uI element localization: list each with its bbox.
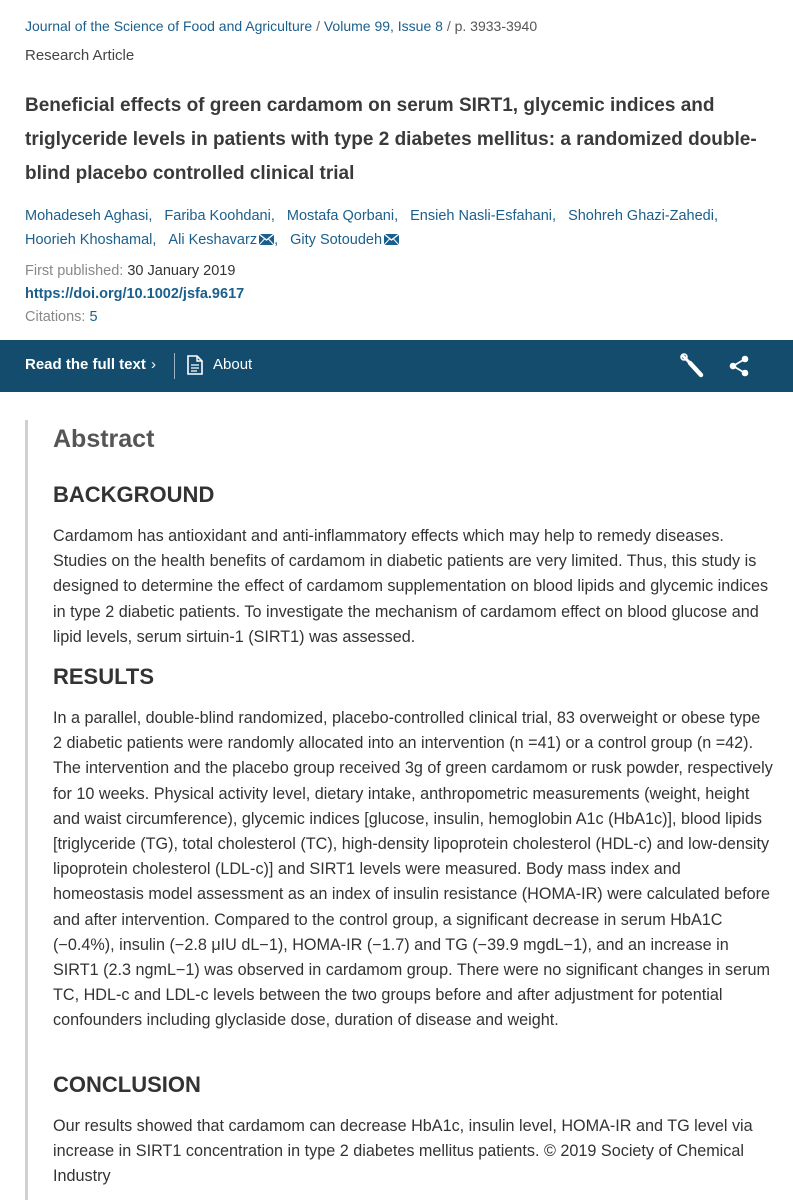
toolbar-divider	[174, 353, 175, 379]
author-link[interactable]	[25, 228, 156, 252]
share-icon[interactable]	[728, 354, 750, 378]
background-text: Cardamom has antioxidant and anti-inflammatory effects which may help to remedy diseases. Studies on the health benefits of cardamom in diabetic patients are very limited. Thus, this study is designed to determine the effect of cardamom supplementation on blood lipids and glycemic indices in type 2 diabetic patients. To investigate the mechanism of cardamom effect on blood glucose and lipid levels, serum sirtuin-1 (SIRT1) was assessed.	[53, 527, 769, 646]
results-text: In a parallel, double-blind randomized, placebo-controlled clinical trial, 83 overweight or obese type 2 diabetic patients were randomly allocated into an intervention (n =41) or a control group (n =42). The intervention and the placebo group received 3g of green cardamom or rusk powder, respectively for 10 weeks. Physical activity level, dietary intake, anthropometric measurements (weight, height and waist circumference), glycemic indices [glucose, insulin, hemoglobin A1c (HbA1c)], blood lipids [triglyceride (TG), total cholesterol (TC), high-density lipoprotein cholesterol (HDL-c) and low-density lipoprotein cholesterol (LDL-c)] and SIRT1 levels were measured. Body mass index and homeostasis model assessment as an index of insulin resistance (HOMA-IR) were calculated before and after intervention. Compared to the control group, a significant decrease in serum HbA1C (−0.4%), insulin (−2.8 μIU dL−1), HOMA-IR (−1.7) and TG (−39.9 mgdL−1), and an increase in SIRT1 (2.3 ngmL−1) was observed in cardamom group. There were no significant changes in serum TC, HDL-c and LDL-c levels between the two groups before and after adjustment for potential confounders including glyclaside dose, duration of disease and weight.	[53, 709, 773, 1030]
journal-separator: /	[312, 18, 324, 34]
chevron-right-icon[interactable]: ›	[151, 356, 156, 373]
author-link[interactable]	[410, 204, 556, 228]
author-name[interactable]: Fariba Koohdani,	[164, 208, 275, 224]
citations	[25, 306, 244, 329]
author-name[interactable]: Mohadeseh Aghasi,	[25, 208, 153, 224]
author-name[interactable]: Ali Keshavarz	[168, 232, 258, 248]
mail-icon[interactable]	[259, 234, 274, 245]
first-published-label: First published:	[25, 263, 124, 279]
author-list	[25, 204, 770, 252]
mail-icon[interactable]	[384, 234, 399, 245]
conclusion-text: Our results showed that cardamom can decrease HbA1c, insulin level, HOMA-IR and TG level via increase in SIRT1 concentration in type 2 diabetes mellitus patients. © 2019 Society of Chemical Industry	[53, 1117, 753, 1186]
article-toolbar	[0, 340, 793, 392]
wrench-icon[interactable]	[680, 353, 704, 379]
article-title: Beneficial effects of green cardamom on serum SIRT1, glycemic indices and triglyceride levels in patients with type 2 diabetes mellitus: a randomized double-blind placebo controlled clinical trial	[25, 95, 757, 184]
pages-separator: /	[442, 18, 455, 34]
author-name[interactable]: Ensieh Nasli-Esfahani,	[410, 208, 557, 224]
publication-info	[25, 260, 244, 329]
author-link[interactable]	[290, 228, 399, 252]
first-published	[25, 260, 244, 283]
journal-name-link[interactable]: Journal of the Science of Food and Agriculture	[25, 18, 313, 34]
results-heading: RESULTS	[53, 664, 155, 689]
abstract-heading: Abstract	[53, 425, 155, 453]
author-separator: ,	[274, 232, 279, 248]
read-full-text-button[interactable]: Read the full text	[25, 356, 146, 373]
about-button[interactable]: About	[213, 356, 253, 373]
journal-line	[25, 18, 537, 34]
citations-count-link[interactable]: 5	[89, 309, 98, 325]
author-link[interactable]	[168, 228, 278, 252]
author-name[interactable]: Mostafa Qorbani,	[286, 208, 399, 224]
article-type: Research Article	[25, 47, 135, 64]
background-heading: BACKGROUND	[53, 482, 215, 507]
author-link[interactable]	[287, 204, 398, 228]
conclusion-heading: CONCLUSION	[53, 1072, 201, 1097]
journal-issue-link[interactable]: Volume 99, Issue 8	[323, 18, 443, 34]
author-name[interactable]: Hoorieh Khoshamal,	[25, 232, 157, 248]
doi-link[interactable]: https://doi.org/10.1002/jsfa.9617	[25, 286, 245, 302]
author-name[interactable]: Shohreh Ghazi-Zahedi,	[568, 208, 718, 224]
abstract-section	[25, 420, 793, 1200]
first-published-date: 30 January 2019	[127, 263, 236, 279]
journal-pages: p. 3933-3940	[454, 18, 538, 34]
author-link[interactable]	[25, 204, 152, 228]
document-icon[interactable]	[187, 355, 203, 375]
author-link[interactable]	[164, 204, 274, 228]
author-name[interactable]: Gity Sotoudeh	[290, 232, 383, 248]
author-link[interactable]	[568, 204, 718, 228]
citations-label: Citations:	[25, 309, 86, 325]
